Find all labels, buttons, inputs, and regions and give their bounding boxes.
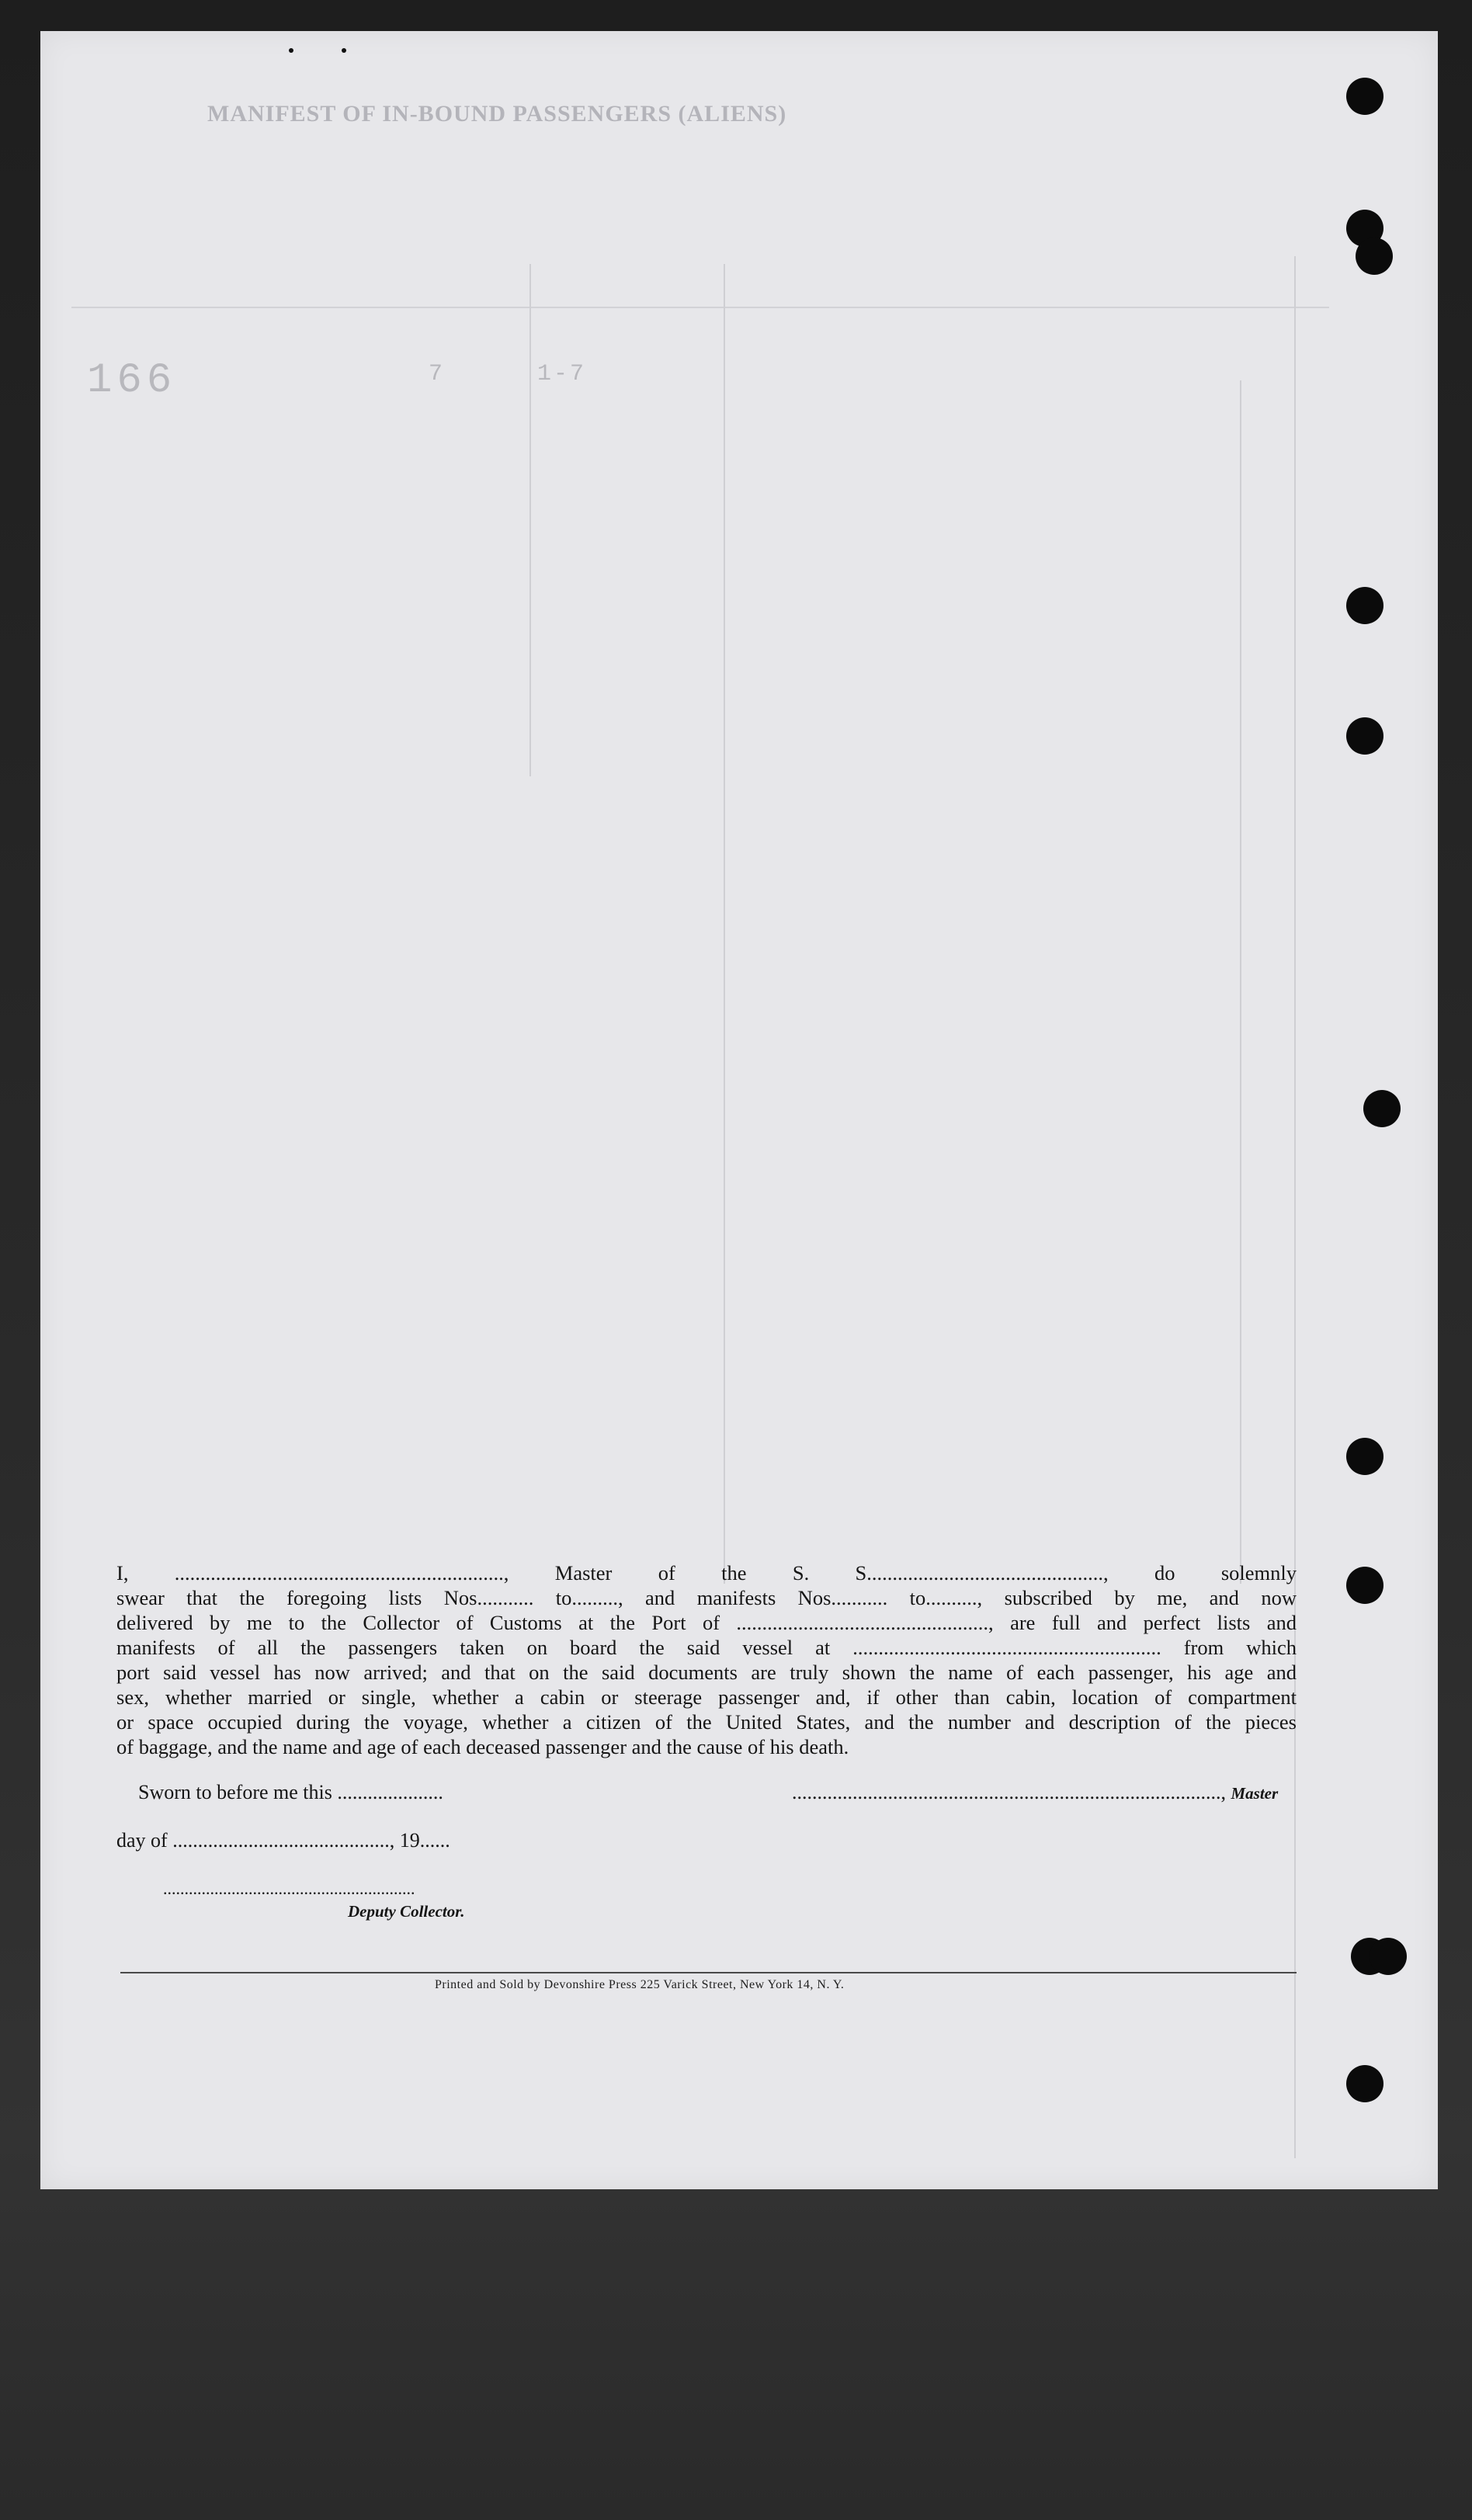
faint-header-rule	[71, 307, 1329, 308]
master-signature-line	[792, 1781, 1278, 1804]
binder-hole	[1370, 1938, 1407, 1975]
deputy-collector-label: Deputy Collector.	[348, 1902, 465, 1921]
binder-hole	[1346, 587, 1383, 624]
master-label: Master	[1231, 1784, 1279, 1803]
faint-column-rule	[529, 264, 531, 776]
printer-imprint: Printed and Sold by Devonshire Press 225 Varick Street, New York 14, N. Y.	[435, 1978, 845, 1991]
faint-entry-2: 7	[429, 361, 446, 387]
oath-line: manifests of all the passengers taken on board the said vessel at ............................................................ from which	[116, 1636, 1297, 1659]
binder-hole	[1346, 2065, 1383, 2102]
binder-hole	[1356, 238, 1393, 275]
binder-hole	[1363, 1090, 1401, 1127]
master-oath	[116, 1560, 1297, 1759]
scan-mark	[289, 48, 293, 53]
binder-hole	[1346, 1567, 1383, 1604]
oath-line: port said vessel has now arrived; and that on the said documents are truly shown the name of each passenger, his age and	[116, 1661, 1297, 1684]
oath-line: swear that the foregoing lists Nos........... to........., and manifests Nos........... to.........., subscribed by me, and now	[116, 1586, 1297, 1609]
day-line: day of ..........................................., 19......	[116, 1829, 450, 1852]
oath-line: I, ................................................................, Master of the S. S.............................................., do solemnly	[116, 1561, 1297, 1585]
imprint-rule	[120, 1972, 1297, 1973]
faint-column-rule	[724, 264, 725, 1584]
master-dots: .....................................................................................,	[792, 1781, 1231, 1803]
binder-hole	[1346, 78, 1383, 115]
collector-signature-line: ...........................................................	[163, 1879, 415, 1898]
faint-column-rule	[1294, 256, 1296, 2158]
manifest-page	[40, 31, 1438, 2189]
oath-line: sex, whether married or single, whether a cabin or steerage passenger and, if other than cabin, location of compartment	[116, 1685, 1297, 1709]
faint-manifest-title: MANIFEST OF IN-BOUND PASSENGERS (ALIENS)	[207, 101, 787, 127]
scan-mark	[342, 48, 346, 53]
binder-hole	[1346, 717, 1383, 755]
sworn-line: Sworn to before me this .....................	[138, 1781, 443, 1803]
oath-line: delivered by me to the Collector of Customs at the Port of ................................................., are full and perfect lists and	[116, 1611, 1297, 1634]
oath-line: or space occupied during the voyage, whether a citizen of the United States, and the number and description of the pieces	[116, 1710, 1297, 1734]
oath-line: of baggage, and the name and age of each deceased passenger and the cause of his death.	[116, 1735, 849, 1758]
faint-column-rule	[1240, 380, 1241, 1584]
faint-entry-1: 1-7	[537, 361, 587, 387]
faint-line-number: 166	[87, 357, 177, 404]
binder-hole	[1346, 1438, 1383, 1475]
